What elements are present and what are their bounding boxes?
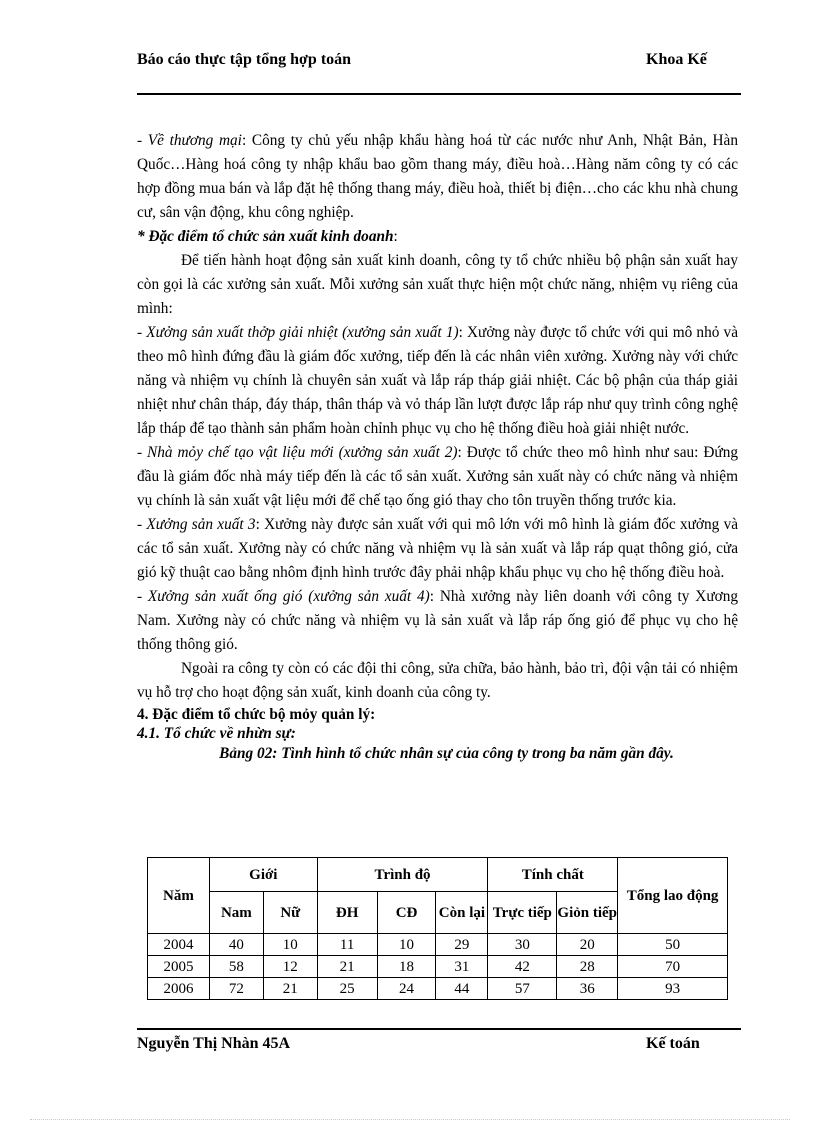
- workshop-3-label: - Xưởng sản xuất 3: [137, 516, 256, 533]
- commerce-label: - Về thương mại: [137, 132, 242, 149]
- paragraph-workshop-1: [137, 321, 738, 441]
- header-nature: Tính chất: [488, 858, 618, 892]
- workshop-3-text: : Xưởng này được sản xuất với qui mô lớn với mô hình là giám đốc xưởng và các tổ sản xuất. Xưởng này có chức năng và nhiệm vụ là sản xuất và lắp ráp quạt thông gió, cửa gió kỹ thuật cao bằng nhôm định hình trước đây phải nhập khẩu phục vụ cho hệ thống điều hoà.: [137, 516, 739, 581]
- workshop-1-text: : Xưởng này được tổ chức với qui mô nhỏ và theo mô hình đứng đầu là giám đốc xưởng, tiếp đến là các nhân viên xưởng. Xưởng này với chức năng và nhiệm vụ chính là chuyên sản xuất và lắp ráp tháp giải nhiệt. Các bộ phận của tháp giải nhiệt như chân tháp, đáy tháp, thân tháp và vỏ tháp lần lượt được lắp ráp như quy trình công nghệ lắp tháp để tạo thành sản phẩm hoàn chỉnh phục vụ cho hệ thống điều hoà giải nhiệt nước.: [137, 324, 738, 437]
- table-row: [148, 956, 728, 978]
- heading-personnel: 4.1. Tổ chức về nhừn sự:: [137, 725, 296, 742]
- table-cell: 10: [263, 934, 317, 956]
- header-indirect: Giỏn tiếp: [557, 892, 618, 934]
- table-cell: 29: [436, 934, 488, 956]
- paragraph-other-teams: Ngoài ra công ty còn có các đội thi công, sửa chữa, bảo hành, bảo trì, đội vận tải có nhiệm vụ hỗ trợ cho hoạt động sản xuất, kinh doanh của công ty.: [137, 660, 738, 701]
- table-row: [148, 934, 728, 956]
- page-edge-divider: [30, 1119, 790, 1120]
- header-title: Báo cáo thực tập tổng hợp toán: [137, 51, 352, 68]
- section-heading: [137, 225, 738, 249]
- workshop-2-text: : Được tổ chức theo mô hình như sau: Đứng đầu là giám đốc nhà máy tiếp đến là các tổ sản xuất. Xưởng sản xuất này có chức năng và nhiệm vụ chính là sản xuất vật liệu mới để chế tạo ống gió thay cho tôn truyền thống trước kia.: [137, 444, 738, 509]
- table-cell: 93: [618, 978, 728, 1000]
- table-cell: 50: [618, 934, 728, 956]
- table-row: [148, 978, 728, 1000]
- table-cell: 40: [209, 934, 263, 956]
- table-cell: 31: [436, 956, 488, 978]
- table-cell: 2004: [148, 934, 210, 956]
- header-total: Tổng lao động: [618, 858, 728, 934]
- table-cell: 25: [317, 978, 377, 1000]
- header-college: CĐ: [377, 892, 436, 934]
- paragraph-workshop-2: [137, 441, 738, 513]
- paragraph-workshop-3: [137, 513, 738, 585]
- table-cell: 21: [263, 978, 317, 1000]
- table-cell: 30: [488, 934, 557, 956]
- footer-major: Kế toán: [646, 1035, 700, 1052]
- header-rule: [137, 93, 741, 95]
- table-cell: 20: [557, 934, 618, 956]
- paragraph-commerce: [137, 129, 738, 225]
- section-heading-text: * Đặc điểm tổ chức sản xuất kinh doanh: [137, 228, 394, 245]
- table-cell: 21: [317, 956, 377, 978]
- header-direct: Trực tiếp: [488, 892, 557, 934]
- header-male: Nam: [209, 892, 263, 934]
- table-cell: 2006: [148, 978, 210, 1000]
- table-cell: 72: [209, 978, 263, 1000]
- heading-management: 4. Đặc điểm tổ chức bộ mỏy quản lý:: [137, 706, 376, 723]
- table-cell: 24: [377, 978, 436, 1000]
- paragraph-workshop-4: [137, 585, 738, 657]
- footer-author: Nguyễn Thị Nhàn 45A: [137, 1035, 291, 1052]
- header-female: Nữ: [263, 892, 317, 934]
- table-cell: 28: [557, 956, 618, 978]
- header-gender: Giới: [209, 858, 317, 892]
- table-cell: 10: [377, 934, 436, 956]
- staff-table: [147, 857, 728, 1000]
- table-cell: 11: [317, 934, 377, 956]
- table-cell: 36: [557, 978, 618, 1000]
- table-cell: 70: [618, 956, 728, 978]
- table-cell: 58: [209, 956, 263, 978]
- table-cell: 18: [377, 956, 436, 978]
- header-university: ĐH: [317, 892, 377, 934]
- header-other: Còn lại: [436, 892, 488, 934]
- table-cell: 57: [488, 978, 557, 1000]
- header-department: Khoa Kế: [646, 51, 707, 68]
- footer-rule: [137, 1028, 741, 1030]
- header-level: Trình độ: [317, 858, 488, 892]
- header-year: Năm: [148, 858, 210, 934]
- page-body: [137, 129, 738, 765]
- workshop-4-label: - Xưởng sản xuất ống gió (xưởng sản xuất 4): [137, 588, 430, 605]
- table-cell: 2005: [148, 956, 210, 978]
- commerce-text: : Công ty chủ yếu nhập khẩu hàng hoá từ các nước như Anh, Nhật Bản, Hàn Quốc…Hàng hoá công ty nhập khẩu bao gồm thang máy, điều hoà…Hàng năm công ty có các hợp đồng mua bán và lắp đặt hệ thống thang máy, điều hoà, thiết bị điện…cho các khu nhà chung cư, sân vận động, khu công nghiệp.: [137, 132, 738, 221]
- paragraph-intro: Để tiến hành hoạt động sản xuất kinh doanh, công ty tổ chức nhiều bộ phận sản xuất hay còn gọi là các xưởng sản xuất. Mỗi xưởng sản xuất thực hiện một chức năng, nhiệm vụ riêng của mình:: [137, 252, 738, 317]
- table-cell: 42: [488, 956, 557, 978]
- section-heading-colon: :: [393, 228, 398, 245]
- workshop-1-label: - Xưởng sản xuất thởp giải nhiệt (xưởng sản xuất 1): [137, 324, 459, 341]
- workshop-4-text: : Nhà xưởng này liên doanh với công ty Xương Nam. Xưởng này có chức năng và nhiệm vụ là sản xuất và lắp ráp ống gió để phục vụ cho hệ thống thông gió.: [137, 588, 738, 653]
- table-caption: Bảng 02: Tình hình tổ chức nhân sự của công ty trong ba năm gần đây.: [219, 745, 674, 762]
- table-cell: 44: [436, 978, 488, 1000]
- table-cell: 12: [263, 956, 317, 978]
- workshop-2-label: - Nhà mỏy chế tạo vật liệu mới (xưởng sản xuất 2): [137, 444, 458, 461]
